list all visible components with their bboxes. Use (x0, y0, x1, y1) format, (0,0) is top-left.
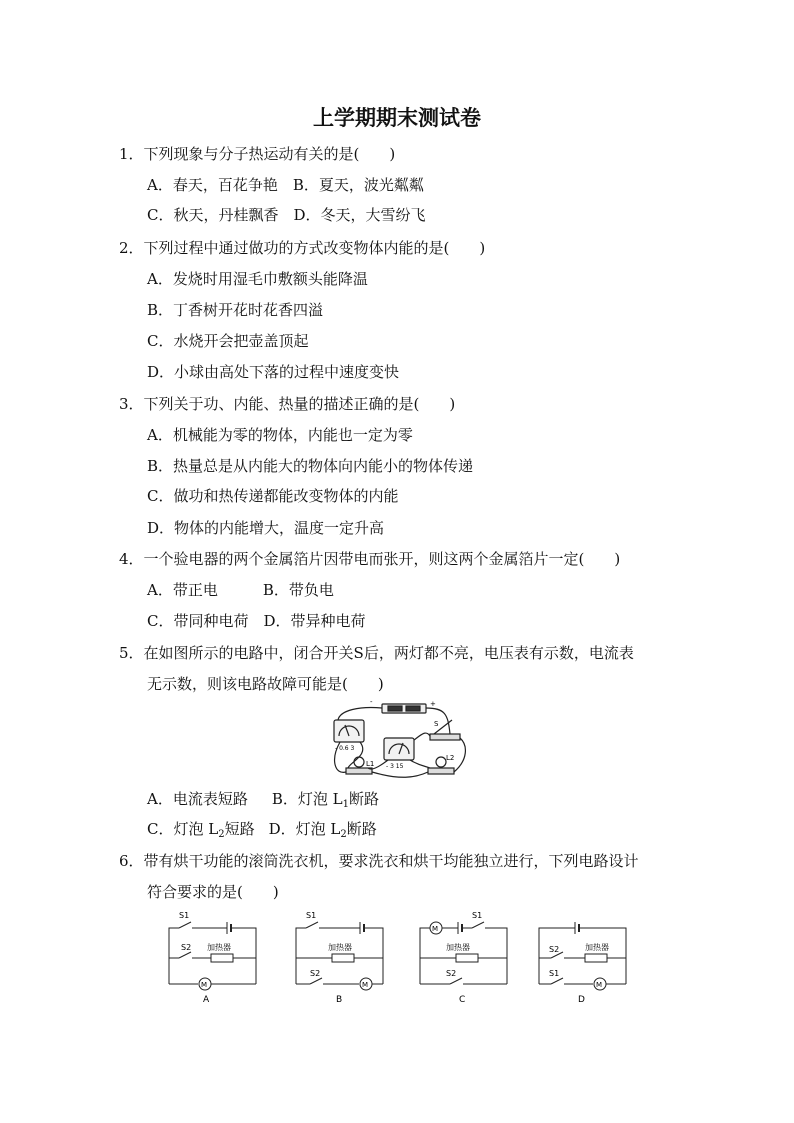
q2-option-a: A．发烧时用湿毛巾敷额头能降温 (147, 270, 368, 288)
q6d-heater-label: 加热器 (585, 943, 609, 952)
q5-circuit-figure (330, 700, 470, 782)
q1-stem: 1．下列现象与分子热运动有关的是( ) (119, 145, 396, 163)
q4-options-ab: A．带正电 B．带负电 (147, 581, 334, 599)
q3-option-b: B．热量总是从内能大的物体向内能小的物体传递 (147, 457, 474, 475)
q6b-s1-label: S1 (306, 911, 317, 920)
q6b-letter: B (336, 995, 343, 1004)
q6b-s2-label: S2 (310, 969, 321, 978)
q6a-s1-label: S1 (179, 911, 190, 920)
q6c-letter: C (459, 995, 466, 1004)
q6-stem-line2: 符合要求的是( ) (147, 883, 279, 901)
q6c-heater-label: 加热器 (446, 943, 470, 952)
q6-circuit-c (416, 908, 511, 1004)
q6d-s1-label: S1 (549, 969, 560, 978)
q5-option-a: A．电流表短路 (147, 790, 248, 808)
ammeter-scale-label: - 0.6 3 (335, 745, 355, 752)
q1-options-cd: C．秋天，丹桂飘香 D．冬天，大雪纷飞 (147, 206, 426, 224)
q6c-motor-label: M (432, 925, 439, 933)
q1-options-ab: A．春天，百花争艳 B．夏天，波光粼粼 (147, 176, 424, 194)
q3-option-c: C．做功和热传递都能改变物体的内能 (147, 487, 399, 505)
battery-plus-label: + (430, 700, 436, 708)
switch-s-label: S (434, 720, 439, 728)
q5-option-b-sub: 1 (342, 799, 349, 810)
q3-option-a: A．机械能为零的物体，内能也一定为零 (147, 426, 413, 444)
q5-options-ab (147, 789, 379, 815)
q5-options-cd (147, 819, 377, 845)
q6b-heater-label: 加热器 (328, 943, 352, 952)
q3-stem: 3．下列关于功、内能、热量的描述正确的是( ) (119, 395, 456, 413)
q5-option-c-sub: 2 (218, 829, 225, 840)
lamp-l1-label: L1 (366, 760, 375, 768)
q5-option-c (147, 820, 255, 838)
q5-stem-line2: 无示数，则该电路故障可能是( ) (147, 675, 384, 693)
q5-option-b-suffix: 断路 (348, 790, 379, 808)
q6a-heater-label: 加热器 (207, 943, 231, 952)
q6b-motor-label: M (362, 981, 369, 989)
lamp-l2-label: L2 (446, 754, 455, 762)
q6c-s2-label: S2 (446, 969, 457, 978)
q6-circuit-d (535, 908, 630, 1004)
q5-option-c-text: C．灯泡 L (147, 820, 219, 838)
q5-option-c-suffix: 短路 (224, 820, 255, 838)
q5-option-d-text: D．灯泡 L (268, 820, 341, 838)
q5-option-d-sub: 2 (340, 829, 347, 840)
q2-option-c: C．水烧开会把壶盖顶起 (147, 332, 309, 350)
q6-circuit-a (165, 908, 260, 1004)
q6d-motor-label: M (596, 981, 603, 989)
q5-stem-line1: 5．在如图所示的电路中，闭合开关S后，两灯都不亮，电压表有示数，电流表 (119, 644, 634, 662)
voltmeter-scale-label: - 3 15 (386, 763, 404, 770)
q2-option-d: D．小球由高处下落的过程中速度变快 (147, 363, 400, 381)
q6-circuit-b (292, 908, 387, 1004)
q6c-s1-label: S1 (472, 911, 483, 920)
q4-options-cd: C．带同种电荷 D．带异种电荷 (147, 612, 366, 630)
q5-option-d (269, 820, 377, 838)
battery-minus-label: - (370, 700, 373, 706)
q2-option-b: B．丁香树开花时花香四溢 (147, 301, 324, 319)
q6a-motor-label: M (201, 981, 208, 989)
q6d-s2-label: S2 (549, 945, 560, 954)
q3-option-d: D．物体的内能增大，温度一定升高 (147, 519, 385, 537)
q5-option-b (272, 790, 379, 808)
page-title: 上学期期末测试卷 (313, 106, 481, 130)
q2-stem: 2．下列过程中通过做功的方式改变物体内能的是( ) (119, 239, 486, 257)
q4-stem: 4．一个验电器的两个金属箔片因带电而张开，则这两个金属箔片一定( ) (119, 550, 621, 568)
q6d-letter: D (578, 995, 585, 1004)
q6a-letter: A (203, 995, 210, 1004)
q6a-s2-label: S2 (181, 943, 192, 952)
q5-option-b-text: B．灯泡 L (271, 790, 343, 808)
q5-option-d-suffix: 断路 (346, 820, 377, 838)
q6-stem-line1: 6．带有烘干功能的滚筒洗衣机，要求洗衣和烘干均能独立进行，下列电路设计 (119, 852, 639, 870)
